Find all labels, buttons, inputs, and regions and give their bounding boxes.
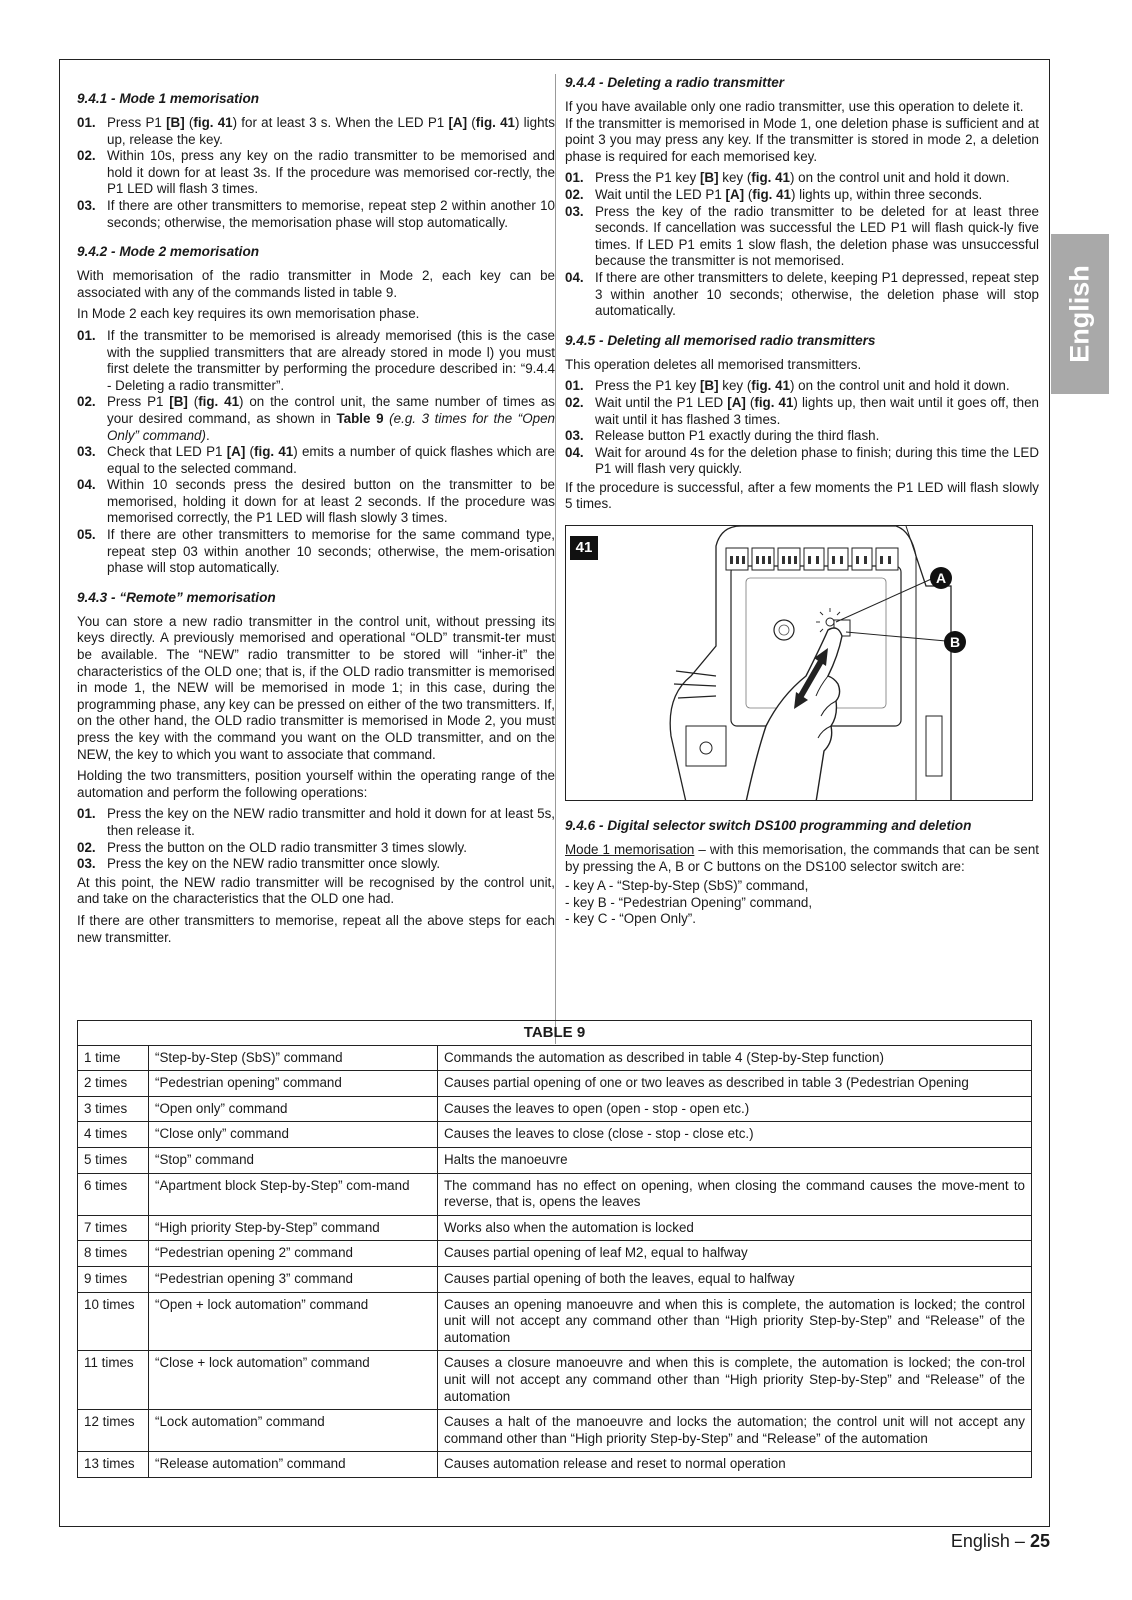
right-column (565, 74, 1039, 928)
paragraph: If the transmitter is memorised in Mode 1, one deletion phase is sufficient and at point 3 you may press any key. If the transmitter is stored in mode 2, a deletion phase is required for each memorised key. (565, 115, 1039, 164)
list-item (77, 328, 555, 394)
times-cell: 9 times (78, 1266, 149, 1292)
text: ) on the control unit and hold it down. (790, 170, 1010, 186)
table-row (78, 1266, 1032, 1292)
list-item (565, 428, 1039, 445)
table-row (78, 1241, 1032, 1267)
step-number: 02. (77, 839, 96, 855)
section-941 (77, 90, 555, 231)
command-cell: “Pedestrian opening 3” command (149, 1266, 438, 1292)
times-cell: 2 times (78, 1071, 149, 1097)
description-cell: Causes the leaves to close (close - stop - close etc.) (438, 1122, 1032, 1148)
command-cell: “Close + lock automation” command (149, 1351, 438, 1410)
times-cell: 13 times (78, 1452, 149, 1478)
paragraph: With memorisation of the radio transmitter in Mode 2, each key can be associated with any of the commands listed in table 9. (77, 268, 555, 300)
text-bold: [A] (727, 394, 746, 410)
description-cell: Causes partial opening of leaf M2, equal to halfway (438, 1241, 1032, 1267)
step-number: 03. (565, 203, 584, 219)
text-bold: [B] (169, 394, 188, 410)
description-cell: The command has no effect on opening, when closing the command causes the move-ment to reverse, that is, opens the leaves (438, 1173, 1032, 1215)
section-title: 9.4.6 - Digital selector switch DS100 programming and deletion (565, 818, 972, 834)
text: Wait until the LED P1 (595, 186, 726, 202)
command-cell: “Pedestrian opening 2” command (149, 1241, 438, 1267)
command-cell: “Close only” command (149, 1122, 438, 1148)
list-item (77, 840, 555, 857)
list-item (565, 204, 1039, 270)
text: ) on the control unit, the same number of times as your desired command, as shown in (107, 394, 555, 426)
table-row (78, 1173, 1032, 1215)
step-number: 04. (565, 444, 584, 460)
command-cell: “Pedestrian opening” command (149, 1071, 438, 1097)
text: Wait for around 4s for the deletion phase to finish; during this time the LED P1 will flash very quickly. (595, 444, 1039, 477)
description-cell: Works also when the automation is locked (438, 1215, 1032, 1241)
step-list (77, 115, 555, 231)
text-bold: fig. 41 (751, 378, 790, 394)
paragraph: This operation deletes all memorised transmitters. (565, 356, 862, 372)
list-item (565, 395, 1039, 428)
text-bold: [A] (448, 115, 468, 130)
language-tab-label: English (1064, 265, 1095, 363)
text-bold: fig. 41 (752, 186, 791, 202)
command-cell: “Open only” command (149, 1096, 438, 1122)
times-cell: 10 times (78, 1292, 149, 1351)
description-cell: Causes a halt of the manoeuvre and locks the automation; the control unit will not accept any command other than “High priority Step-by-Step” and “Release” of the automation (438, 1410, 1032, 1452)
text: ( (184, 115, 194, 130)
step-number: 01. (565, 378, 584, 394)
description-cell: Causes partial opening of one or two leaves as described in table 3 (Pedestrian Opening (438, 1071, 1032, 1097)
table-row (78, 1452, 1032, 1478)
text-bold: Table 9 (336, 410, 384, 426)
times-cell: 1 time (78, 1045, 149, 1071)
command-cell: “Stop” command (149, 1147, 438, 1173)
step-number: 02. (565, 394, 584, 410)
description-cell: Causes automation release and reset to normal operation (438, 1452, 1032, 1478)
step-number: 03. (565, 428, 584, 444)
text: Press P1 (107, 394, 170, 410)
table-row (78, 1045, 1032, 1071)
text: ( (245, 444, 255, 460)
list-item (77, 806, 555, 839)
table-row (78, 1292, 1032, 1351)
command-cell: “Apartment block Step-by-Step” com-mand (149, 1173, 438, 1215)
step-number: 03. (77, 444, 96, 460)
text-bold: fig. 41 (198, 394, 240, 410)
times-cell: 8 times (78, 1241, 149, 1267)
list-item (77, 856, 555, 873)
step-number: 02. (565, 186, 584, 202)
description-cell: Commands the automation as described in table 4 (Step-by-Step function) (438, 1045, 1032, 1071)
step-number: 03. (77, 856, 96, 872)
table-body (78, 1045, 1032, 1477)
text: ( (187, 394, 199, 410)
times-cell: 12 times (78, 1410, 149, 1452)
text: Press the key on the NEW radio transmitter once slowly. (107, 856, 441, 872)
text: ( (744, 186, 753, 202)
figure-41 (565, 525, 1033, 801)
section-943 (77, 589, 555, 946)
text-bold: [A] (226, 444, 246, 460)
section-title: 9.4.4 - Deleting a radio transmitter (565, 75, 785, 90)
command-cell: “Release automation” command (149, 1452, 438, 1478)
control-unit-illustration (566, 526, 1033, 801)
section-946 (565, 817, 1039, 928)
command-cell: “High priority Step-by-Step” command (149, 1215, 438, 1241)
key-line: - key C - “Open Only”. (565, 911, 696, 927)
table-9 (77, 1020, 1032, 1478)
text: If the transmitter to be memorised is already memorised (this is the case with the supplied transmitters that are already stored in mode l) you must first delete the transmitter by performing the procedure described in: “9.4.4 - Deleting a radio transmitter”. (107, 327, 555, 393)
table-row (78, 1410, 1032, 1452)
list-item (565, 187, 1039, 204)
text: Within 10s, press any key on the radio transmitter to be memorised and hold it down for at least 3s. If the procedure was memorised cor-rectly, the P1 LED will flash 3 times. (107, 148, 555, 197)
text-bold: [B] (699, 170, 719, 186)
step-number: 03. (77, 197, 96, 213)
underlined-text: Mode 1 memorisation (565, 842, 695, 858)
section-title: 9.4.3 - “Remote” memorisation (77, 589, 276, 605)
page-frame (59, 59, 1050, 1527)
text-bold: fig. 41 (754, 394, 794, 410)
times-cell: 6 times (78, 1173, 149, 1215)
list-item (77, 527, 555, 577)
step-number: 02. (77, 394, 96, 410)
text: If there are other transmitters to memorise, repeat step 2 within another 10 seconds; otherwise, the memorisation phase will stop automatically. (107, 197, 555, 230)
section-944 (565, 74, 1039, 320)
section-title: 9.4.1 - Mode 1 memorisation (77, 91, 260, 106)
list-item (77, 198, 555, 231)
times-cell: 3 times (78, 1096, 149, 1122)
paragraph (565, 842, 1039, 875)
text: ( (745, 394, 755, 410)
figure-number: 41 (570, 536, 598, 560)
paragraph: In Mode 2 each key requires its own memorisation phase. (77, 306, 420, 322)
list-item (565, 270, 1039, 320)
text: If there are other transmitters to delete, keeping P1 depressed, repeat step 3 within another 10 seconds; otherwise, the deletion phase will stop automatically. (595, 269, 1039, 319)
list-item (565, 445, 1039, 478)
list-item (77, 394, 555, 444)
step-number: 01. (77, 327, 96, 343)
paragraph: At this point, the NEW radio transmitter will be recognised by the control unit, and take on the characteristics that the OLD one had. (77, 874, 555, 907)
text: Wait until the P1 LED (595, 394, 728, 410)
text: Press the key on the NEW radio transmitter and hold it down for at least 5s, then release it. (107, 806, 555, 838)
text-bold: [B] (699, 378, 719, 394)
description-cell: Causes the leaves to open (open - stop - open etc.) (438, 1096, 1032, 1122)
text: If there are other transmitters to memorise for the same command type, repeat step 03 within another 10 seconds; otherwise, the mem-orisation phase will stop automatically. (107, 527, 555, 576)
table-row (78, 1351, 1032, 1410)
text: key ( (718, 170, 752, 186)
description-cell: Causes an opening manoeuvre and when this is complete, the automation is locked; the control unit will not accept any command other than “High priority Step-by-Step” and “Release” of the automation (438, 1292, 1032, 1351)
text: Press P1 (107, 115, 167, 130)
paragraph: If there are other transmitters to memorise, repeat all the above steps for each new transmitter. (77, 912, 555, 945)
text: Release button P1 exactly during the third flash. (595, 428, 880, 444)
text: . (205, 427, 210, 443)
paragraph: You can store a new radio transmitter in the control unit, without pressing its keys directly. A previously memorised and operational “OLD” transmit-ter must be available. The “NEW” radio transmitter to be stored will “inher-it” the characteristics of the OLD one; that is, if the OLD radio transmitter is memorised in mode 1, the NEW will be memorised in mode 1; in this case, during the programming phase, any key can be pressed on either of the two transmitters. If, on the other hand, the OLD radio transmitter is memorised in Mode 2, you must press the key with the command you want on the OLD transmitter, and on the NEW, the key to which you want to associate that command. (77, 613, 555, 762)
description-cell: Causes a closure manoeuvre and when this is complete, the automation is locked; the con-trol unit will not accept any command other than “High priority Step-by-Step” and “Release” of the automation (438, 1351, 1032, 1410)
text: Within 10 seconds press the desired button on the transmitter to be memorised, holding it down for at least 2 seconds. If the procedure was memorised correctly, the P1 LED will flash slowly 3 times. (107, 477, 555, 526)
left-column (77, 90, 555, 958)
command-cell: “Lock automation” command (149, 1410, 438, 1452)
callout-b-label: B (949, 634, 961, 651)
text: Press the key of the radio transmitter to be deleted for at least three seconds. If cancellation was successful the LED P1 will flash quick-ly five times. If LED P1 emits 1 slow flash, the deletion phase was unsuccessful because the transmitter is not memorised. (595, 203, 1039, 269)
paragraph: If the procedure is successful, after a few moments the P1 LED will flash slowly 5 times. (565, 479, 1039, 512)
step-number: 02. (77, 148, 96, 164)
text: Check that LED P1 (107, 444, 227, 460)
key-line: - key A - “Step-by-Step (SbS)” command, (565, 878, 809, 894)
text-italic: (e.g. 3 times for the “Open Only” command) (107, 410, 555, 443)
times-cell: 5 times (78, 1147, 149, 1173)
text: – with this memorisation, the commands that can be sent by pressing the A, B or C buttons on the DS100 selector switch are: (565, 842, 1039, 874)
section-title: 9.4.5 - Deleting all memorised radio transmitters (565, 332, 876, 348)
command-cell: “Open + lock automation” command (149, 1292, 438, 1351)
section-945 (565, 332, 1039, 513)
step-list (565, 170, 1039, 319)
list-item (565, 170, 1039, 187)
description-cell: Halts the manoeuvre (438, 1147, 1032, 1173)
text-bold: fig. 41 (475, 115, 515, 130)
text: Press the P1 key (595, 378, 700, 394)
description-cell: Causes partial opening of both the leaves, equal to halfway (438, 1266, 1032, 1292)
step-number: 01. (565, 170, 584, 186)
text: Press the P1 key (595, 170, 700, 186)
text: key ( (718, 378, 752, 394)
page-footer (951, 1531, 1050, 1552)
footer-label: English – (950, 1531, 1025, 1551)
table-row (78, 1071, 1032, 1097)
callout-a-badge (929, 566, 953, 590)
step-number: 01. (77, 806, 96, 822)
times-cell: 7 times (78, 1215, 149, 1241)
page-number: 25 (1029, 1531, 1050, 1551)
text: ( (467, 115, 476, 130)
section-942 (77, 243, 555, 577)
text-bold: [A] (725, 186, 745, 202)
paragraph: If you have available only one radio transmitter, use this operation to delete it. (565, 99, 1024, 114)
times-cell: 11 times (78, 1351, 149, 1410)
section-title: 9.4.2 - Mode 2 memorisation (77, 244, 260, 260)
text: ) emits a number of quick flashes which are equal to the selected command. (107, 444, 555, 476)
callout-b-badge (943, 630, 967, 654)
text: ) for at least 3 s. When the LED P1 (232, 115, 449, 130)
list-item (565, 378, 1039, 395)
text-bold: fig. 41 (193, 115, 233, 130)
step-list (77, 328, 555, 577)
table-title: TABLE 9 (78, 1021, 1032, 1046)
text: Press the button on the OLD radio transmitter 3 times slowly. (107, 839, 467, 855)
column-divider (555, 74, 556, 1044)
list-item (77, 477, 555, 527)
text-bold: fig. 41 (751, 170, 790, 186)
text-bold: [B] (166, 115, 185, 130)
text-bold: fig. 41 (254, 444, 294, 460)
paragraph: Holding the two transmitters, position yourself within the operating range of the automation and perform the following operations: (77, 768, 555, 800)
step-number: 01. (77, 115, 96, 130)
key-line: - key B - “Pedestrian Opening” command, (565, 894, 813, 910)
list-item (77, 444, 555, 477)
times-cell: 4 times (78, 1122, 149, 1148)
step-number: 04. (77, 477, 96, 493)
table-row (78, 1122, 1032, 1148)
table-row (78, 1096, 1032, 1122)
list-item (77, 148, 555, 198)
text: ) lights up, release the key. (107, 115, 555, 147)
table-row (78, 1147, 1032, 1173)
step-number: 04. (565, 269, 584, 285)
text: ) lights up, within three seconds. (790, 186, 983, 202)
command-cell: “Step-by-Step (SbS)” command (149, 1045, 438, 1071)
table-row (78, 1215, 1032, 1241)
language-tab (1051, 234, 1109, 394)
step-list (77, 806, 555, 872)
text: ) on the control unit and hold it down. (790, 378, 1010, 394)
list-item (77, 115, 555, 148)
step-list (565, 378, 1039, 478)
callout-a-label: A (935, 570, 947, 587)
text: ) lights up, then wait until it goes off, then wait until it has flashed 3 times. (595, 394, 1039, 427)
step-number: 05. (77, 527, 96, 543)
